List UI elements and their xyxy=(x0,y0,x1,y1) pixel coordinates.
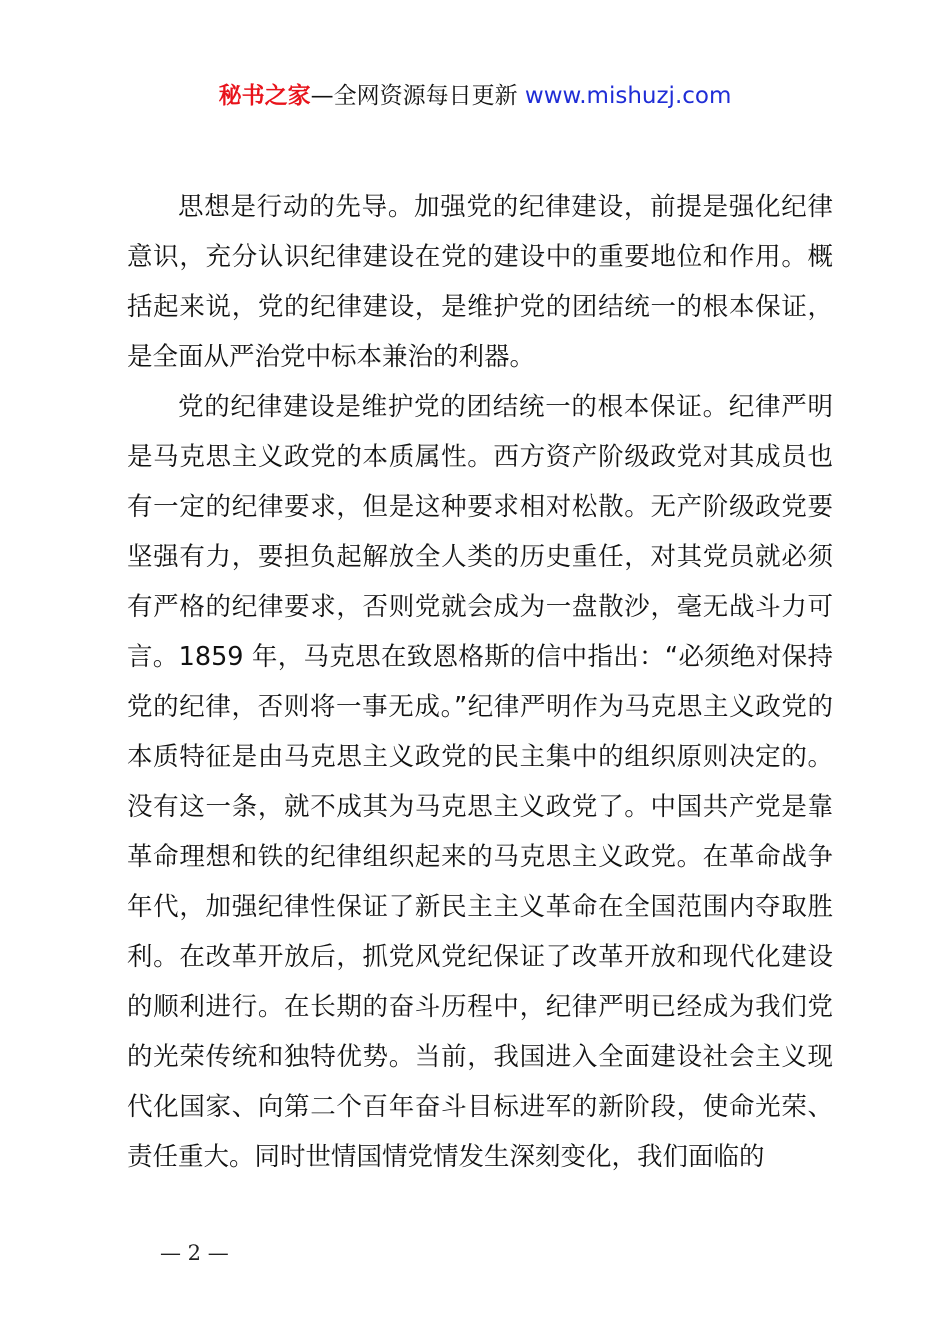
header-brand: 秘书之家 xyxy=(218,83,311,109)
paragraph-1: 思想是行动的先导。加强党的纪律建设，前提是强化纪律意识，充分认识纪律建设在党的建设中的重要地位和作用。概括起来说，党的纪律建设，是维护党的团结统一的根本保证，是全面从严治党中标本兼治的利器。 xyxy=(127,192,833,372)
page-header xyxy=(0,80,950,112)
page-number: — 2 — xyxy=(160,1241,229,1265)
header-site-link[interactable]: www.mishuzj.com xyxy=(524,83,732,109)
paragraph-2: 党的纪律建设是维护党的团结统一的根本保证。纪律严明是马克思主义政党的本质属性。西方资产阶级政党对其成员也有一定的纪律要求，但是这种要求相对松散。无产阶级政党要坚强有力，要担负起解放全人类的历史重任，对其党员就必须有严格的纪律要求，否则党就会成为一盘散沙，毫无战斗力可言。1859 年，马克思在致恩格斯的信中指出：“必须绝对保持党的纪律，否则将一事无成。”纪律严明作为马克思主义政党的本质特征是由马克思主义政党的民主集中的组织原则决定的。没有这一条，就不成其为马克思主义政党了。中国共产党是靠革命理想和铁的纪律组织起来的马克思主义政党。在革命战争年代，加强纪律性保证了新民主主义革命在全国范围内夺取胜利。在改革开放后，抓党风党纪保证了改革开放和现代化建设的顺利进行。在长期的奋斗历程中，纪律严明已经成为我们党的光荣传统和独特优势。当前，我国进入全面建设社会主义现代化国家、向第二个百年奋斗目标进军的新阶段，使命光荣、责任重大。同时世情国情党情发生深刻变化，我们面临的 xyxy=(127,392,833,1172)
document-body xyxy=(127,182,833,1182)
header-tagline: —全网资源每日更新 xyxy=(310,83,525,109)
